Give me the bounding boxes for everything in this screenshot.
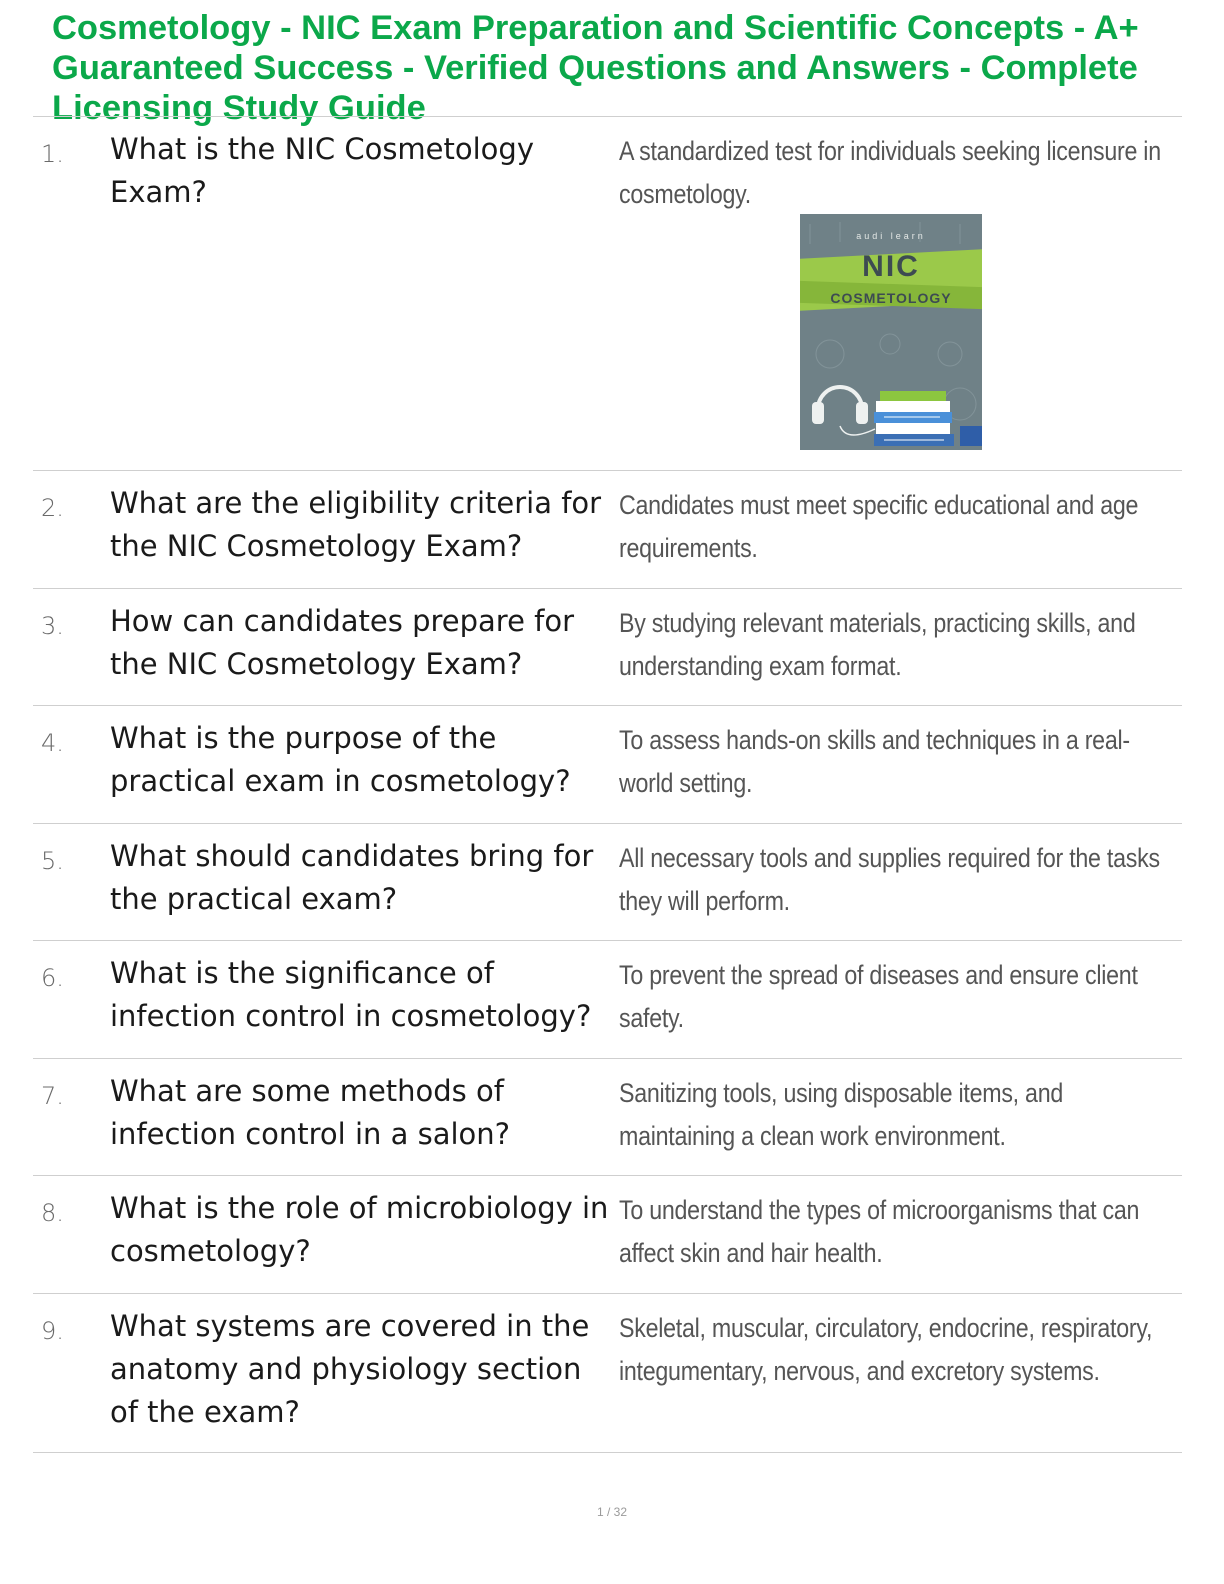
qa-row xyxy=(33,1058,1182,1176)
question-text: What systems are covered in the anatomy and physiology section of the exam? xyxy=(110,1308,590,1429)
qa-row xyxy=(33,940,1182,1058)
item-number: 8. xyxy=(41,1199,64,1227)
qa-list xyxy=(33,116,1182,1453)
qa-row xyxy=(33,470,1182,588)
question-text: What is the significance of infection control in cosmetology? xyxy=(110,956,592,1033)
question-text: What is the purpose of the practical exam in cosmetology? xyxy=(110,721,571,798)
page-number: 1 / 32 xyxy=(596,1505,628,1519)
item-number: 4. xyxy=(41,729,64,757)
book-cover-image xyxy=(800,214,982,450)
qa-row xyxy=(33,116,1182,470)
answer-text: Skeletal, muscular, circulatory, endocrine, respiratory, integumentary, nervous, and excretory systems. xyxy=(619,1312,1153,1386)
answer-text: All necessary tools and supplies required for the tasks they will perform. xyxy=(619,842,1160,916)
item-number: 1. xyxy=(41,140,64,168)
qa-row xyxy=(33,823,1182,941)
qa-row xyxy=(33,1175,1182,1293)
cover-subtitle: COSMETOLOGY xyxy=(830,290,952,306)
answer-text: A standardized test for individuals seeking licensure in cosmetology. xyxy=(619,136,1161,209)
answer-text: Sanitizing tools, using disposable items, and maintaining a clean work environment. xyxy=(619,1077,1064,1151)
answer-text: To assess hands-on skills and techniques in a real-world setting. xyxy=(619,725,1130,798)
question-text: What are some methods of infection control in a salon? xyxy=(110,1073,511,1151)
item-number: 5. xyxy=(41,846,64,875)
question-text: What is the NIC Cosmetology Exam? xyxy=(110,132,534,209)
answer-text: To understand the types of microorganisms that can affect skin and hair health. xyxy=(619,1195,1140,1268)
qa-row xyxy=(33,705,1182,823)
item-number: 7. xyxy=(41,1081,64,1110)
item-number: 6. xyxy=(41,964,64,992)
headphones-icon xyxy=(812,387,875,435)
item-number: 9. xyxy=(41,1316,64,1345)
question-text: What should candidates bring for the practical exam? xyxy=(110,838,594,916)
qa-row xyxy=(33,588,1182,706)
item-number: 2. xyxy=(41,494,64,522)
document-title: Cosmetology - NIC Exam Preparation and Scientific Concepts - A+ Guaranteed Success - Verified Questions and Answers - Complete Licensing Study Guide xyxy=(52,9,1139,127)
question-text: What are the eligibility criteria for the NIC Cosmetology Exam? xyxy=(110,486,602,563)
cover-brand: audi learn xyxy=(856,231,926,241)
answer-text: Candidates must meet specific educational and age requirements. xyxy=(619,490,1139,563)
answer-text: By studying relevant materials, practicing skills, and understanding exam format. xyxy=(619,607,1136,681)
answer-text: To prevent the spread of diseases and ensure client safety. xyxy=(619,960,1138,1033)
cover-title: NIC xyxy=(862,250,920,283)
question-text: What is the role of microbiology in cosmetology? xyxy=(110,1191,609,1268)
item-number: 3. xyxy=(41,611,64,640)
question-text: How can candidates prepare for the NIC Cosmetology Exam? xyxy=(110,603,575,681)
qa-row xyxy=(33,1293,1182,1453)
